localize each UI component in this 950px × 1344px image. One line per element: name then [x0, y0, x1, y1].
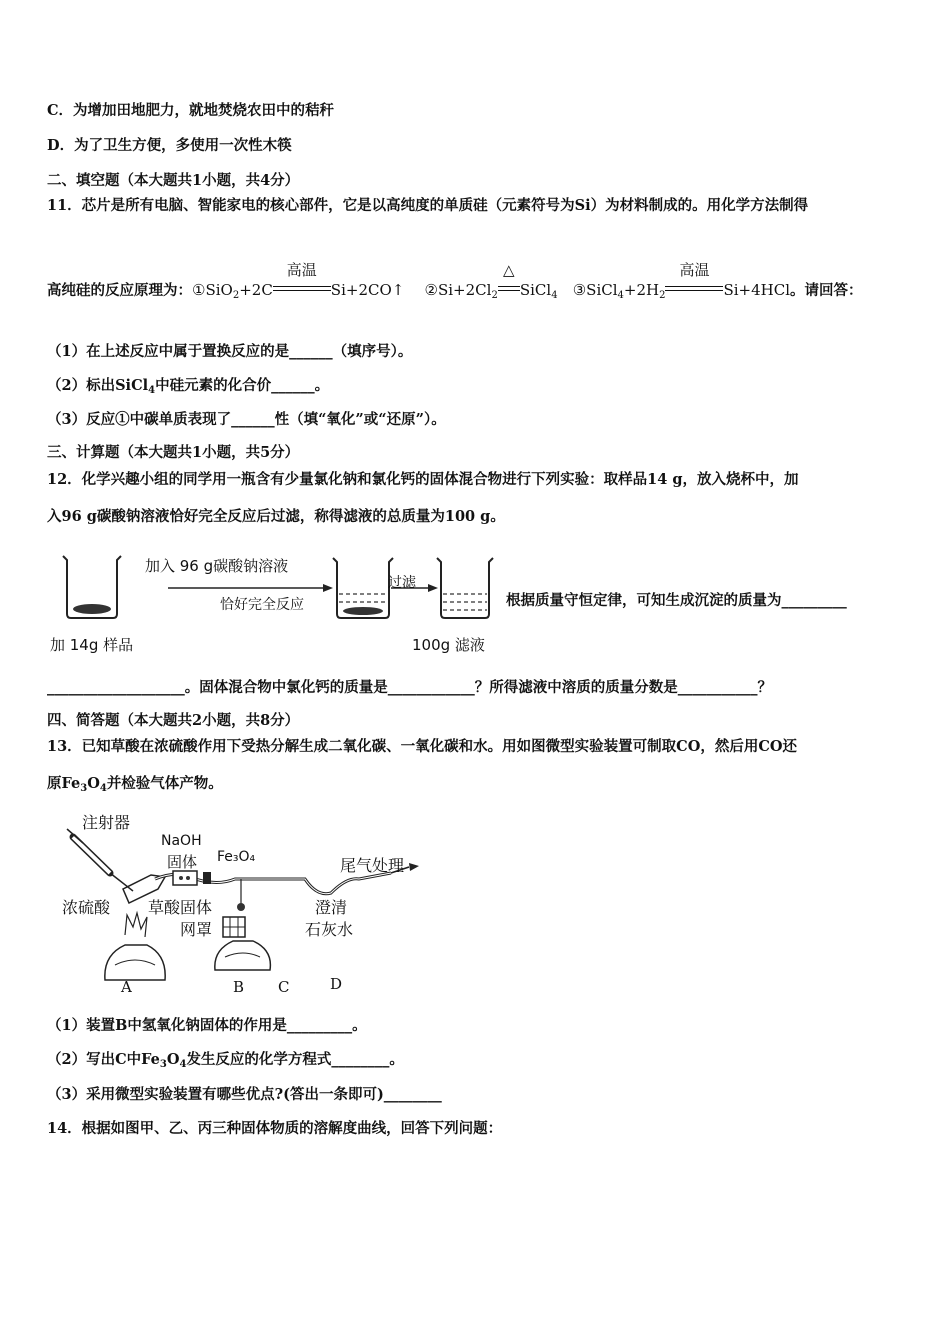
question-11-equations: [47, 261, 863, 306]
limewater-label-2: 石灰水: [305, 920, 354, 939]
complete-reaction-label: 恰好完全反应: [220, 597, 304, 613]
burner-a: [105, 945, 165, 980]
question-13-stem-a: 13．已知草酸在浓硫酸作用下受热分解生成二氧化碳、一氧化碳和水。用如图微型实验装置可制取CO，然后用CO还: [47, 738, 798, 755]
section-3-heading: 三、计算题（本大题共1小题，共5分）: [47, 444, 300, 461]
naoh-label: NaOH: [161, 833, 202, 849]
option-d: D．为了卫生方便，多使用一次性木筷: [47, 137, 292, 154]
beaker-filtrate: [437, 558, 493, 618]
burner-b: [215, 941, 271, 970]
question-12-stem-a: 12．化学兴趣小组的同学用一瓶含有少量氯化钠和氯化钙的固体混合物进行下列实验：取样品14 g，放入烧杯中，加: [47, 471, 799, 488]
sample-solid: [73, 604, 111, 614]
label-a: A: [121, 978, 132, 996]
question-13-part-2: （2）写出C中$Fe_3O_4$发生反应的化学方程式________。: [47, 1051, 404, 1070]
question-11-part-1: （1）在上述反应中属于置换反应的是______（填序号）。: [47, 343, 413, 360]
filter-label: 过滤: [388, 575, 416, 591]
question-12-continued: ___________________。固体混合物中氯化钙的质量是____________？所得滤液中溶质的质量分数是___________？: [47, 679, 772, 696]
reaction-2: $②Si+2Cl_2$ △ SiCl$_4$: [424, 261, 558, 301]
acid-label: 浓硫酸: [62, 898, 111, 917]
question-11-part-2: （2）标出SiCl$_4$中硅元素的化合价______。: [47, 377, 330, 396]
naoh-tube: [173, 871, 197, 885]
reaction-3: $③SiCl_4+2H_2$ 高温 Si+4HCl: [572, 261, 791, 301]
question-14-stem: 14．根据如图甲、乙、丙三种固体物质的溶解度曲线，回答下列问题：: [47, 1120, 503, 1137]
exhaust-label: 尾气处理: [340, 856, 405, 875]
fe3o4-label: Fe₃O₄: [217, 849, 256, 865]
section-4-heading: 四、简答题（本大题共2小题，共8分）: [47, 712, 300, 729]
option-c: C．为增加田地肥力，就地焚烧农田中的秸秆: [47, 102, 335, 119]
syringe-label: 注射器: [82, 813, 131, 832]
filtrate-label: 100g 滤液: [412, 636, 485, 654]
question-11-part-3: （3）反应①中碳单质表现了______性（填“氧化”或“还原”）。: [47, 411, 446, 428]
reaction-1: ①SiO$_2$+2C 高温 Si+2CO↑: [192, 261, 405, 301]
label-b: B: [233, 978, 245, 996]
limewater-label-1: 澄清: [315, 898, 348, 917]
add-solution-label: 加入 96 g碳酸钠溶液: [145, 557, 289, 575]
sample-label: 加 14g 样品: [50, 636, 134, 654]
question-11-stem: 11．芯片是所有电脑、智能家电的核心部件，它是以高纯度的单质硅（元素符号为Si）为材料制成的。用化学方法制得: [47, 197, 809, 214]
equation-tail: 。请回答：: [790, 282, 863, 299]
question-13-part-3: （3）采用微型实验装置有哪些优点?(答出一条即可)________: [47, 1086, 442, 1103]
apparatus-figure-13: [55, 805, 425, 1000]
question-12-precipitate: 根据质量守恒定律，可知生成沉淀的质量为_________: [506, 592, 847, 609]
label-c: C: [278, 978, 290, 996]
label-d: D: [330, 975, 343, 993]
section-2-heading: 二、填空题（本大题共1小题，共4分）: [47, 172, 300, 189]
question-13-part-1: （1）装置B中氢氧化钠固体的作用是_________。: [47, 1017, 367, 1034]
flame-a: [125, 913, 147, 937]
equation-lead: 高纯硅的反应原理为：: [47, 282, 192, 299]
precipitate: [343, 607, 383, 615]
oxalic-label: 草酸固体: [148, 898, 213, 917]
question-12-stem-b: 入96 g碳酸钠溶液恰好完全反应后过滤，称得滤液的总质量为100 g。: [47, 508, 505, 525]
question-13-stem-b: 原$Fe_3O_4$并检验气体产物。: [47, 775, 223, 794]
solid-label: 固体: [167, 853, 198, 871]
net-label: 网罩: [180, 920, 213, 939]
